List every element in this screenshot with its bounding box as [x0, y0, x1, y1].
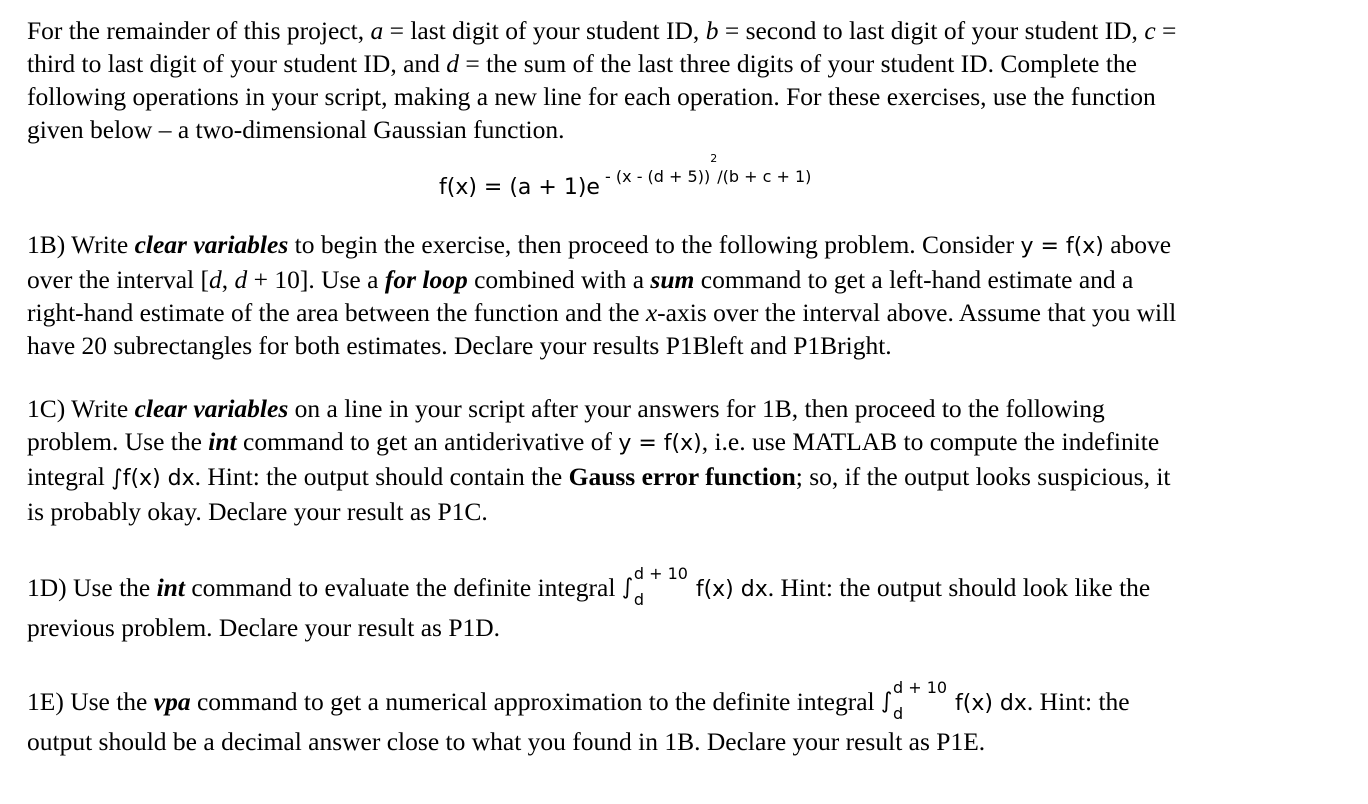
p1e-line-2: output should be a decimal answer close to what you found in 1B. Declare your result as P1E. — [27, 727, 986, 756]
p1b-line-3 — [27, 296, 1347, 329]
keyword: vpa — [153, 687, 191, 716]
p1d-line-2: previous problem. Declare your result as P1D. — [27, 613, 501, 642]
text: . Hint: the output should look like the — [767, 573, 1151, 602]
integrand: f(x) dx — [955, 691, 1027, 716]
p1e-line-1 — [27, 678, 1347, 723]
text: integral — [27, 462, 112, 491]
text: above — [1103, 230, 1172, 259]
var-x: x — [645, 298, 658, 327]
var-d: d — [234, 265, 248, 294]
var-d: d — [208, 265, 222, 294]
text: to begin the exercise, then proceed to the following problem. Consider — [288, 230, 1021, 259]
formula-base: f(x) = (a + 1)e — [439, 175, 600, 200]
text: command to get a numerical approximation to the definite integral — [190, 687, 881, 716]
text: 1B) Write — [27, 230, 135, 259]
text: = — [1155, 16, 1177, 45]
p1c-line-1 — [27, 392, 1347, 425]
p1c-line-4: is probably okay. Declare your result as P1C. — [27, 497, 488, 526]
var-a: a — [370, 16, 384, 45]
var-b: b — [705, 16, 719, 45]
spacer — [27, 644, 1347, 682]
math: y = f(x) — [618, 431, 702, 456]
definite-integral — [621, 564, 696, 609]
text: over the interval [ — [27, 265, 209, 294]
text: = last digit of your student ID, — [383, 16, 706, 45]
exponent-part: /(b + c + 1) — [717, 167, 812, 186]
text: + 10]. Use a — [247, 265, 385, 294]
integral-sign: ∫ — [621, 575, 634, 600]
text: ; so, if the output looks suspicious, it — [795, 462, 1171, 491]
formula-exponent — [599, 152, 812, 186]
upper-limit: d + 10 — [893, 678, 948, 697]
lower-limit: d — [633, 590, 644, 609]
p1b-line-2 — [27, 263, 1347, 296]
gaussian-formula — [27, 152, 1347, 208]
text: = the sum of the last three digits of your student ID. Complete the — [459, 49, 1137, 78]
text: = second to last digit of your student ID, — [718, 16, 1145, 45]
text: 1D) Use the — [27, 573, 157, 602]
keyword: Gauss error function — [568, 462, 796, 491]
problem-1d — [27, 564, 1347, 644]
intro-line-4: given below – a two-dimensional Gaussian function. — [27, 115, 565, 144]
text: right-hand estimate of the area between the function and the — [27, 298, 646, 327]
text: For the remainder of this project, — [27, 16, 371, 45]
text: combined with a — [467, 265, 651, 294]
text: . Hint: the — [1026, 687, 1130, 716]
intro-paragraph — [27, 14, 1347, 146]
text: . Hint: the output should contain the — [194, 462, 569, 491]
intro-line-2 — [27, 47, 1347, 80]
math: ∫f(x) dx — [111, 466, 195, 491]
problem-1b — [27, 228, 1347, 362]
text: 1C) Write — [27, 394, 135, 423]
p1c-line-3 — [27, 460, 1347, 495]
p1d-line-1 — [27, 564, 1347, 609]
text: command to get an antiderivative of — [236, 427, 619, 456]
integral-sign: ∫ — [881, 689, 893, 714]
text: command to evaluate the definite integral — [184, 573, 622, 602]
p1b-line-1 — [27, 228, 1347, 263]
keyword: int — [208, 427, 237, 456]
text: command to get a left-hand estimate and a — [694, 265, 1134, 294]
text: , — [221, 265, 235, 294]
var-c: c — [1144, 16, 1156, 45]
var-d: d — [446, 49, 460, 78]
text: problem. Use the — [27, 427, 209, 456]
upper-limit: d + 10 — [633, 564, 688, 583]
keyword: sum — [650, 265, 695, 294]
keyword: int — [156, 573, 185, 602]
definite-integral — [881, 678, 955, 723]
text: on a line in your script after your answers for 1B, then proceed to the following — [288, 394, 1105, 423]
problem-1c — [27, 392, 1347, 528]
text: third to last digit of your student ID, and — [27, 49, 447, 78]
p1b-line-4: have 20 subrectangles for both estimates. Declare your results P1Bleft and P1Bright. — [27, 331, 892, 360]
text: 1E) Use the — [27, 687, 154, 716]
integrand: f(x) dx — [695, 577, 768, 602]
document-page — [27, 14, 1347, 758]
keyword: clear variables — [134, 394, 289, 423]
exponent-part: - (x - (d + 5)) — [599, 167, 711, 186]
problem-1e — [27, 678, 1347, 758]
keyword: clear variables — [134, 230, 289, 259]
text: , i.e. use MATLAB to compute the indefinite — [701, 427, 1160, 456]
spacer — [27, 362, 1347, 392]
text: -axis over the interval above. Assume that you will — [657, 298, 1177, 327]
lower-limit: d — [893, 704, 904, 723]
exponent-square: 2 — [710, 152, 718, 165]
intro-line-3: following operations in your script, making a new line for each operation. For these exercises, use the function — [27, 82, 1156, 111]
intro-line-1 — [27, 14, 1347, 47]
p1c-line-2 — [27, 425, 1347, 460]
keyword: for loop — [384, 265, 468, 294]
math: y = f(x) — [1020, 234, 1104, 259]
